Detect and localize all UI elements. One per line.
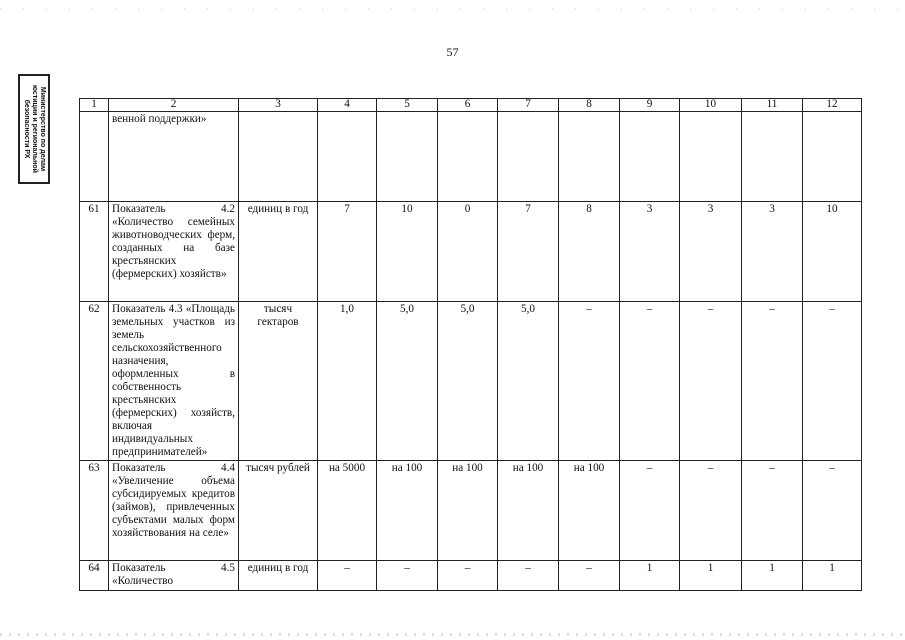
indicator-description-cell: Показатель 4.5 «Количество <box>109 561 239 591</box>
value-cell: 3 <box>680 202 742 302</box>
value-cell: 7 <box>498 202 559 302</box>
value-cell: 1 <box>742 561 803 591</box>
value-cell: – <box>620 461 680 561</box>
value-cell: – <box>680 302 742 461</box>
indicator-description-cell: Показатель 4.3 «Площадь земельных участков из земель сельскохозяйственного назначения, оформленных в собственность крестьянских (фермерских) хозяйств, включая индивидуальных предпринимателей» <box>109 302 239 461</box>
table-row <box>80 561 862 591</box>
stamp-text <box>22 77 46 181</box>
value-cell <box>680 112 742 202</box>
header-cell: 12 <box>803 99 862 112</box>
value-cell: 5,0 <box>438 302 498 461</box>
unit-cell <box>239 112 318 202</box>
row-number-cell: 63 <box>80 461 109 561</box>
indicator-description-cell: Показатель 4.4 «Увеличение объема субсидируемых кредитов (займов), привлеченных субъектами малых форм хозяйствования на селе» <box>109 461 239 561</box>
stamp-line-2: юстиции и региональной <box>31 85 38 173</box>
page-number: 57 <box>446 45 459 59</box>
value-cell: 1 <box>620 561 680 591</box>
unit-cell: единиц в год <box>239 561 318 591</box>
value-cell: 7 <box>318 202 377 302</box>
scan-noise-bottom <box>0 633 905 636</box>
row-number-cell: 61 <box>80 202 109 302</box>
value-cell: – <box>559 561 620 591</box>
header-cell: 1 <box>80 99 109 112</box>
value-cell <box>377 112 438 202</box>
value-cell: на 5000 <box>318 461 377 561</box>
indicator-description-cell: Показатель 4.2 «Количество семейных животноводческих ферм, созданных на базе крестьянских (фермерских) хозяйств» <box>109 202 239 302</box>
value-cell: 5,0 <box>498 302 559 461</box>
value-cell: на 100 <box>559 461 620 561</box>
value-cell <box>803 112 862 202</box>
value-cell: на 100 <box>498 461 559 561</box>
stamp-line-3: безопасности РХ <box>23 99 30 159</box>
value-cell: – <box>318 561 377 591</box>
value-cell <box>498 112 559 202</box>
value-cell: 0 <box>438 202 498 302</box>
row-number-cell: 62 <box>80 302 109 461</box>
value-cell: 8 <box>559 202 620 302</box>
header-cell: 11 <box>742 99 803 112</box>
value-cell: – <box>742 302 803 461</box>
ministry-stamp <box>18 74 50 184</box>
value-cell: 1 <box>803 561 862 591</box>
value-cell: 10 <box>377 202 438 302</box>
value-cell: – <box>559 302 620 461</box>
header-cell: 9 <box>620 99 680 112</box>
value-cell: 3 <box>742 202 803 302</box>
value-cell <box>318 112 377 202</box>
value-cell <box>438 112 498 202</box>
value-cell: 10 <box>803 202 862 302</box>
scan-noise-top <box>0 8 905 10</box>
value-cell: 1,0 <box>318 302 377 461</box>
unit-cell: тысяч гектаров <box>239 302 318 461</box>
value-cell: – <box>803 302 862 461</box>
value-cell: – <box>620 302 680 461</box>
value-cell: на 100 <box>377 461 438 561</box>
value-cell <box>559 112 620 202</box>
table-row <box>80 112 862 202</box>
value-cell: – <box>680 461 742 561</box>
header-cell: 2 <box>109 99 239 112</box>
table-header-row <box>80 99 862 112</box>
table-row <box>80 202 862 302</box>
header-cell: 10 <box>680 99 742 112</box>
header-cell: 4 <box>318 99 377 112</box>
unit-cell: единиц в год <box>239 202 318 302</box>
header-cell: 6 <box>438 99 498 112</box>
value-cell: 3 <box>620 202 680 302</box>
value-cell <box>620 112 680 202</box>
table-row <box>80 302 862 461</box>
value-cell: 1 <box>680 561 742 591</box>
header-cell: 7 <box>498 99 559 112</box>
indicator-description-cell: венной поддержки» <box>109 112 239 202</box>
header-cell: 3 <box>239 99 318 112</box>
indicators-table <box>79 98 862 591</box>
stamp-line-1: Министерство по делам <box>39 86 46 172</box>
value-cell: – <box>377 561 438 591</box>
header-cell: 5 <box>377 99 438 112</box>
value-cell: – <box>742 461 803 561</box>
value-cell <box>742 112 803 202</box>
unit-cell: тысяч рублей <box>239 461 318 561</box>
value-cell: – <box>498 561 559 591</box>
row-number-cell <box>80 112 109 202</box>
value-cell: – <box>438 561 498 591</box>
row-number-cell: 64 <box>80 561 109 591</box>
table-row <box>80 461 862 561</box>
value-cell: на 100 <box>438 461 498 561</box>
value-cell: – <box>803 461 862 561</box>
value-cell: 5,0 <box>377 302 438 461</box>
header-cell: 8 <box>559 99 620 112</box>
